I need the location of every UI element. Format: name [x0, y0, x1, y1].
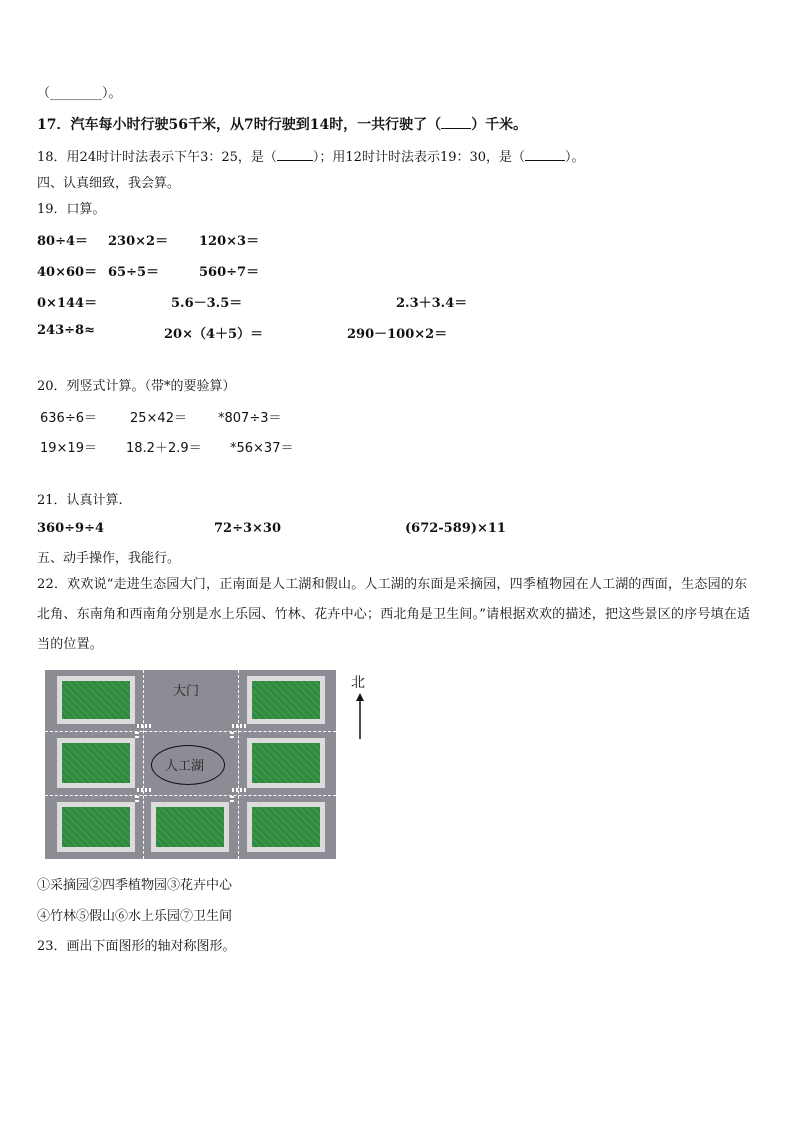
q17-text-b: ）千米。	[471, 117, 528, 133]
road-marking	[238, 670, 239, 859]
q20-item: *56×37＝	[230, 441, 294, 456]
road-marking	[45, 795, 336, 796]
q19-item: 2.3＋3.4＝	[396, 296, 468, 311]
q19-item: 0×144＝	[37, 296, 98, 311]
map-plot-west[interactable]	[57, 738, 135, 788]
q21-item: 72÷3×30	[214, 521, 282, 536]
question-17	[37, 114, 527, 134]
q19-item: 243÷8≈	[37, 323, 95, 338]
q19-item: 5.6－3.5＝	[171, 296, 243, 311]
q19-item: 65÷5＝	[108, 265, 160, 280]
map-plot-southeast[interactable]	[247, 802, 325, 852]
road-marking	[143, 670, 144, 859]
q20-item: *807÷3＝	[218, 411, 282, 426]
q18-text-b: ）；用12时计时法表示19：30，是（	[312, 150, 526, 165]
map-plot-east[interactable]	[247, 738, 325, 788]
q16-tail: （________）。	[37, 86, 122, 101]
q20-item: 25×42＝	[130, 411, 187, 426]
q21-title: 21．认真计算.	[37, 493, 123, 508]
q18-answer-blank-1[interactable]	[277, 148, 313, 161]
q18-text-c: ）。	[565, 150, 585, 165]
q22-options-line1: ①采摘园②四季植物园③花卉中心	[37, 878, 233, 893]
map-plot-south[interactable]	[151, 802, 229, 852]
map-plot-southwest[interactable]	[57, 802, 135, 852]
q19-item: 80÷4＝	[37, 234, 89, 249]
q18-answer-blank-2[interactable]	[525, 148, 565, 161]
crosswalk	[230, 730, 234, 738]
crosswalk	[135, 794, 139, 802]
q20-item: 636÷6＝	[40, 411, 97, 426]
q19-item: 230×2＝	[108, 234, 169, 249]
q20-item: 19×19＝	[40, 441, 97, 456]
q19-item: 120×3＝	[199, 234, 260, 249]
map-plot-northeast[interactable]	[247, 676, 325, 724]
q20-item: 18.2＋2.9＝	[126, 441, 202, 456]
q17-text-a: 17．汽车每小时行驶56千米，从7时行驶到14时，一共行驶了（	[37, 117, 442, 133]
q19-item: 290－100×2＝	[347, 327, 448, 342]
q22-options-line2: ④竹林⑤假山⑥水上乐园⑦卫生间	[37, 909, 233, 924]
q19-item: 560÷7＝	[199, 265, 260, 280]
north-arrow-icon	[354, 693, 366, 741]
crosswalk	[137, 788, 151, 792]
q19-item: 20×（4＋5）＝	[164, 327, 264, 342]
q19-title: 19．口算。	[37, 202, 106, 217]
q19-item: 40×60＝	[37, 265, 98, 280]
crosswalk	[230, 794, 234, 802]
map-gate-label: 大门	[173, 684, 200, 699]
ecological-park-map	[45, 670, 336, 859]
road-marking	[45, 731, 336, 732]
q18-text-a: 18．用24时计时法表示下午3：25，是（	[37, 150, 277, 165]
question-23: 23．画出下面图形的轴对称图形。	[37, 939, 236, 954]
q21-item: (672-589)×11	[405, 521, 506, 536]
map-plot-northwest[interactable]	[57, 676, 135, 724]
crosswalk	[135, 730, 139, 738]
q20-title: 20．列竖式计算。（带*的要验算）	[37, 379, 236, 394]
question-18	[37, 146, 585, 165]
section-5-heading: 五、动手操作，我能行。	[37, 551, 181, 566]
q21-item: 360÷9÷4	[37, 521, 105, 536]
q22-text: 22．欢欢说“走进生态园大门，正南面是人工湖和假山。人工湖的东面是采摘园，四季植物园在人工湖的西面，生态园的东北角、东南角和西南角分别是水上乐园、竹林、花卉中心；西北角是卫生间。”请根据欢欢的描述，把这些景区的序号填在适当的位置。	[37, 577, 751, 652]
map-lake-label: 人工湖	[165, 759, 205, 774]
north-label: 北	[351, 675, 365, 691]
section-4-heading: 四、认真细致，我会算。	[37, 176, 181, 191]
q17-answer-blank[interactable]	[441, 116, 471, 129]
crosswalk	[232, 788, 246, 792]
crosswalk	[137, 724, 151, 728]
crosswalk	[232, 724, 246, 728]
